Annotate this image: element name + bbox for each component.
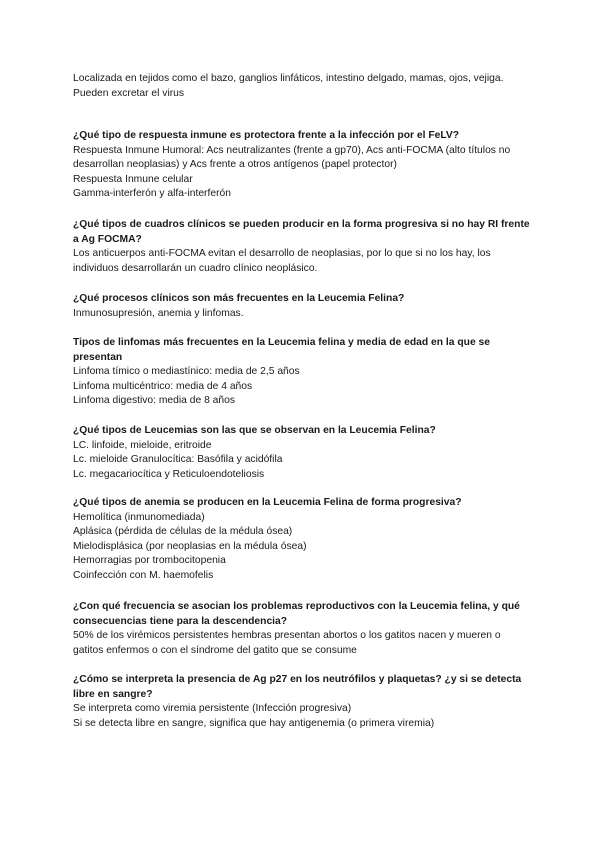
answer-line: Gamma-interferón y alfa-interferón (73, 188, 231, 200)
answer-line: 50% de los virémicos persistentes hembras presentan abortos o los gatitos nacen y mueren o gatitos enfermos o con el síndrome del gatito que se consume (73, 630, 501, 656)
question: Tipos de linfomas más frecuentes en la Leucemia felina y media de edad en la que se presentan (73, 337, 490, 363)
intro-block (73, 72, 533, 101)
question: ¿Con qué frecuencia se asocian los problemas reproductivos con la Leucemia felina, y qué consecuencias tiene para la descendencia? (73, 601, 520, 627)
answer-line: Inmunosupresión, anemia y linfomas. (73, 307, 244, 319)
answer-line: Linfoma digestivo: media de 8 años (73, 395, 235, 407)
qa-block-immune-response (73, 129, 533, 202)
answer-line: Lc. mieloide Granulocítica: Basófila y acidófila (73, 454, 283, 466)
answer-line: Lc. megacariocítica y Reticuloendoteliosis (73, 468, 265, 480)
qa-block-leukemia-types (73, 424, 533, 482)
answer-line: Aplásica (pérdida de células de la médula ósea) (73, 526, 293, 538)
answer-line: Hemorragias por trombocitopenia (73, 555, 226, 567)
answer-line: Linfoma tímico o mediastínico: media de 2,5 años (73, 366, 300, 378)
question: ¿Qué tipos de anemia se producen en la Leucemia Felina de forma progresiva? (73, 497, 462, 508)
intro-line: Localizada en tejidos como el bazo, ganglios linfáticos, intestino delgado, mamas, ojos, vejiga. (73, 73, 504, 84)
answer-line: LC. linfoide, mieloide, eritroide (73, 439, 212, 451)
answer-line: Linfoma multicéntrico: media de 4 años (73, 380, 253, 392)
question: ¿Qué tipos de Leucemias son las que se observan en la Leucemia Felina? (73, 425, 436, 436)
answer-line: Se interpreta como viremia persistente (Infección progresiva) (73, 703, 352, 715)
answer-line: Hemolítica (inmunomediada) (73, 511, 205, 523)
answer-line: Mielodisplásica (por neoplasias en la médula ósea) (73, 540, 307, 552)
question: ¿Qué tipo de respuesta inmune es protectora frente a la infección por el FeLV? (73, 130, 460, 141)
question: ¿Cómo se interpreta la presencia de Ag p27 en los neutrófilos y plaquetas? ¿y si se detecta libre en sangre? (73, 674, 522, 700)
qa-block-reproductive (73, 600, 533, 658)
intro-line: Pueden excretar el virus (73, 87, 185, 99)
answer-line: Respuesta Inmune Humoral: Acs neutralizantes (frente a gp70), Acs anti-FOCMA (alto títulos no desarrollan neoplasias) y Acs frente a otros antígenos (papel protector) (73, 144, 511, 171)
question: ¿Qué procesos clínicos son más frecuentes en la Leucemia Felina? (73, 293, 405, 304)
question: ¿Qué tipos de cuadros clínicos se pueden producir en la forma progresiva si no hay RI frente a Ag FOCMA? (73, 219, 530, 245)
qa-block-p27-antigen (73, 673, 533, 731)
qa-block-lymphoma-types (73, 336, 533, 409)
qa-block-anemia-types (73, 496, 533, 584)
answer-line: Coinfección con M. haemofelis (73, 569, 214, 581)
qa-block-clinical-processes (73, 292, 533, 321)
answer-line: Si se detecta libre en sangre, significa que hay antigenemia (o primera viremia) (73, 717, 435, 729)
answer-line: Respuesta Inmune celular (73, 173, 193, 185)
answer-line: Los anticuerpos anti-FOCMA evitan el desarrollo de neoplasias, por lo que si no los hay, los individuos desarrollarán un cuadro clínico neoplásico. (73, 248, 491, 274)
qa-block-clinical-forms (73, 218, 533, 276)
